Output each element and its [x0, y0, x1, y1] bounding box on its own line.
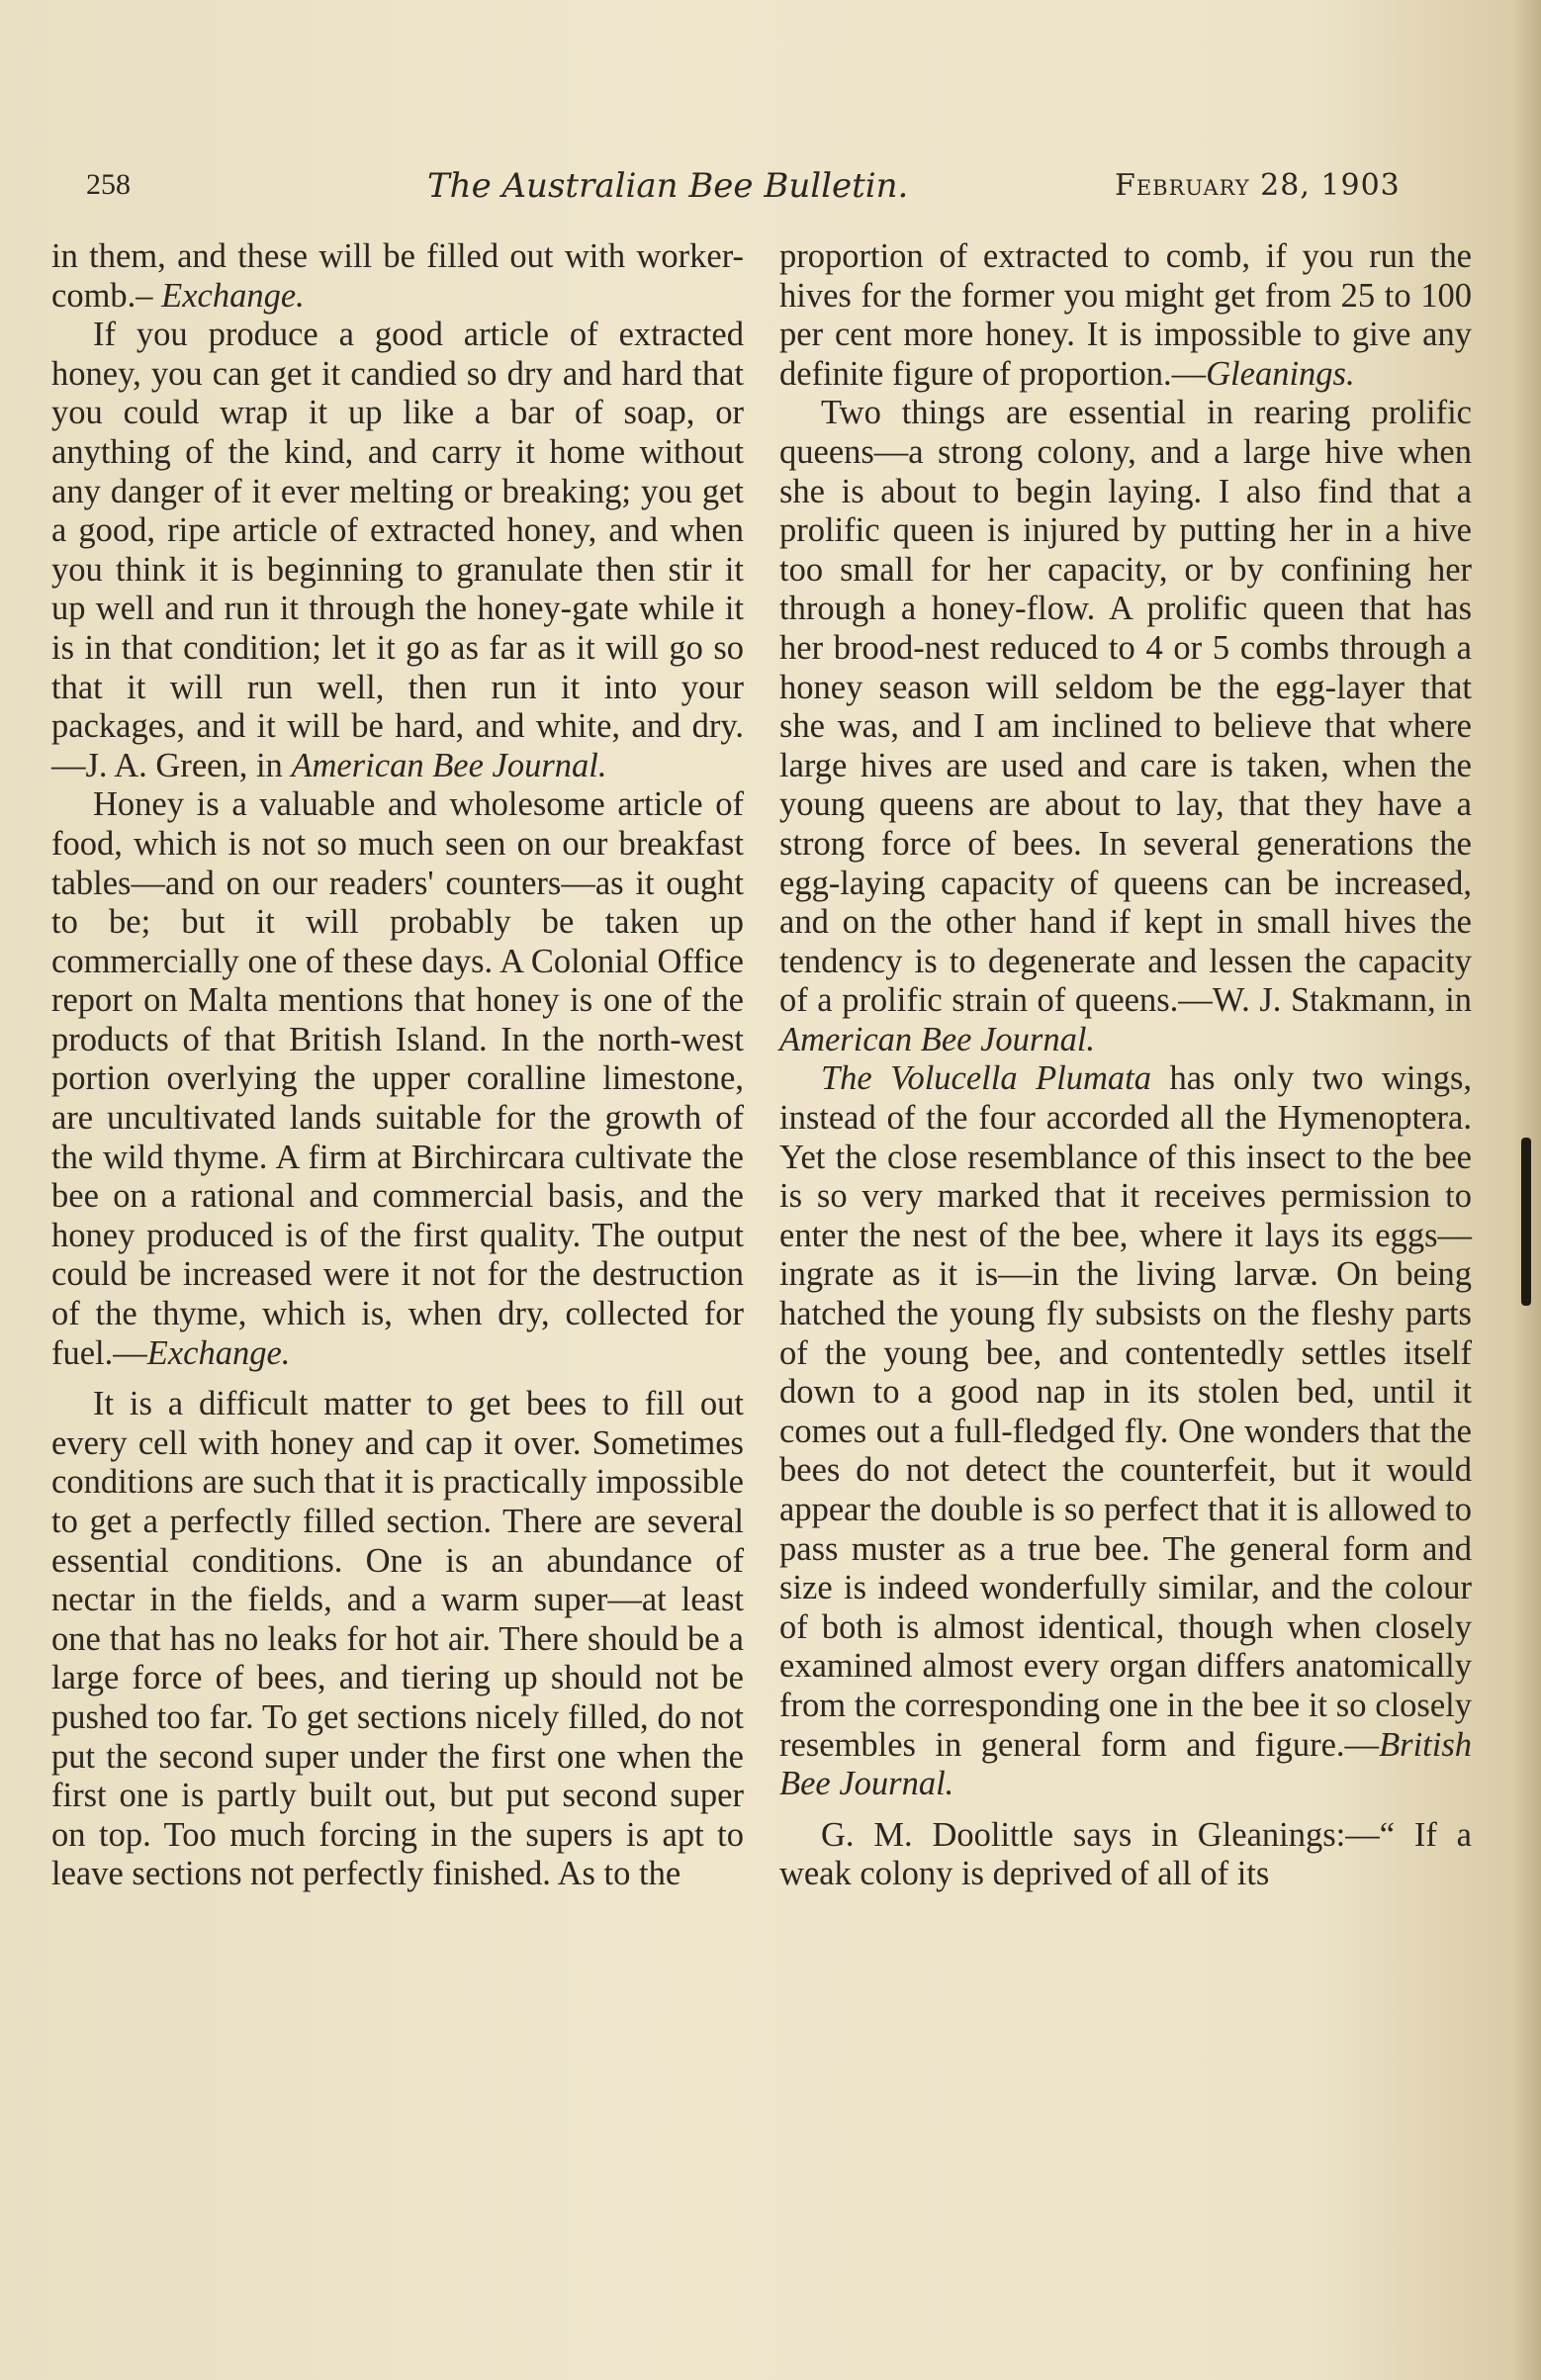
source-citation: American Bee Journal. [291, 746, 607, 784]
edge-ink-mark [1521, 1138, 1531, 1306]
paragraph: G. M. Doolittle says in Gleanings:—“ If a weak colony is deprived of all of its [779, 1815, 1472, 1893]
source-citation: British Bee Journal. [779, 1725, 1472, 1803]
paragraph: Two things are essential in rearing prolific queens—a strong colony, and a large hive when she is about to begin laying. I also find that a prolific queen is injured by putting her in a hive too small for her capacity, or by confining her through a honey-flow. A prolific queen that has her brood-nest reduced to 4 or 5 combs through a honey season will seldom be the egg-layer that she was, and I am inclined to believe that where large hives are used and care is taken, when the young queens are about to lay, that they have a strong force of bees. In several generations the egg-laying capacity of queens can be increased, and on the other hand if kept in small hives the tendency is to degenerate and lessen the capacity of a prolific strain of queens.—W. J. Stakmann, in American Bee Journal. [779, 394, 1472, 1058]
paragraph: Honey is a valuable and wholesome article of food, which is not so much seen on our breakfast tables—and on our readers' counters—as it ought to be; but it will probably be taken up commercially one of these days. A Colonial Office report on Malta mentions that honey is one of the products of that British Island. In the north-west portion overlying the upper coralline limestone, are uncultivated lands suitable for the growth of the wild thyme. A firm at Birchircara cultivate the bee on a rational and commercial basis, and the honey produced is of the first quality. The output could be increased were it not for the destruction of the thyme, which is, when dry, collected for fuel.—Exchange. [51, 785, 744, 1372]
paragraph: If you produce a good article of extracted honey, you can get it candied so dry and hard that you could wrap it up like a bar of soap, or anything of the kind, and carry it home without any danger of it ever melting or breaking; you get a good, ripe article of extracted honey, and when you think it is beginning to granulate then stir it up well and run it through the honey-gate while it is in that condition; let it go as far as it will go so that it will run well, then run it into your packages, and it will be hard, and white, and dry.—J. A. Green, in American Bee Journal. [51, 316, 744, 784]
source-citation: American Bee Journal. [779, 1020, 1096, 1058]
paragraph: The Volucella Plumata has only two wings, instead of the four accorded all the Hymenoptera. Yet the close resemblance of this insect to the bee is so very marked that it receives permission to enter the nest of the bee, where it lays its eggs—ingrate as it is—in the living larvæ. On being hatched the young fly subsists on the fleshy parts of the young bee, and contentedly settles itself down to a good nap in its stolen bed, until it comes out a full-fledged fly. One wonders that the bees do not detect the counterfeit, but it would appear the double is so perfect that it is allowed to pass muster as a true bee. The general form and size is indeed wonderfully similar, and the colour of both is almost identical, though when closely examined almost every organ differs anatomically from the corresponding one in the bee it so closely resembles in general form and figure.—British Bee Journal. [779, 1059, 1472, 1803]
issue-date: February 28, 1903 [1115, 168, 1401, 203]
journal-title: The Australian Bee Bulletin. [427, 166, 909, 206]
source-citation: Exchange. [146, 1333, 291, 1372]
right-column [779, 237, 1472, 1894]
paragraph: in them, and these will be filled out with worker-comb.– Exchange. [51, 237, 744, 315]
source-citation: Gleanings. [1206, 354, 1355, 393]
paragraph: It is a difficult matter to get bees to fill out every cell with honey and cap it over. Sometimes conditions are such that it is practically impossible to get a perfectly filled section. There are several essential conditions. One is an abundance of nectar in the fields, and a warm super—at least one that has no leaks for hot air. There should be a large force of bees, and tiering up should not be pushed too far. To get sections nicely filled, do not put the second super under the first one when the first one is partly built out, but put second super on top. Too much forcing in the supers is apt to leave sections not perfectly finished. As to the [51, 1385, 744, 1893]
page-header [51, 168, 1436, 218]
paragraph: proportion of extracted to comb, if you run the hives for the former you might get from 25 to 100 per cent more honey. It is impossible to give any definite figure of proportion.—Gleanings. [779, 237, 1472, 393]
left-column [51, 237, 744, 1894]
species-name: The Volucella Plumata [821, 1059, 1151, 1098]
page-number: 258 [86, 168, 131, 201]
source-citation: Exchange. [161, 276, 305, 315]
